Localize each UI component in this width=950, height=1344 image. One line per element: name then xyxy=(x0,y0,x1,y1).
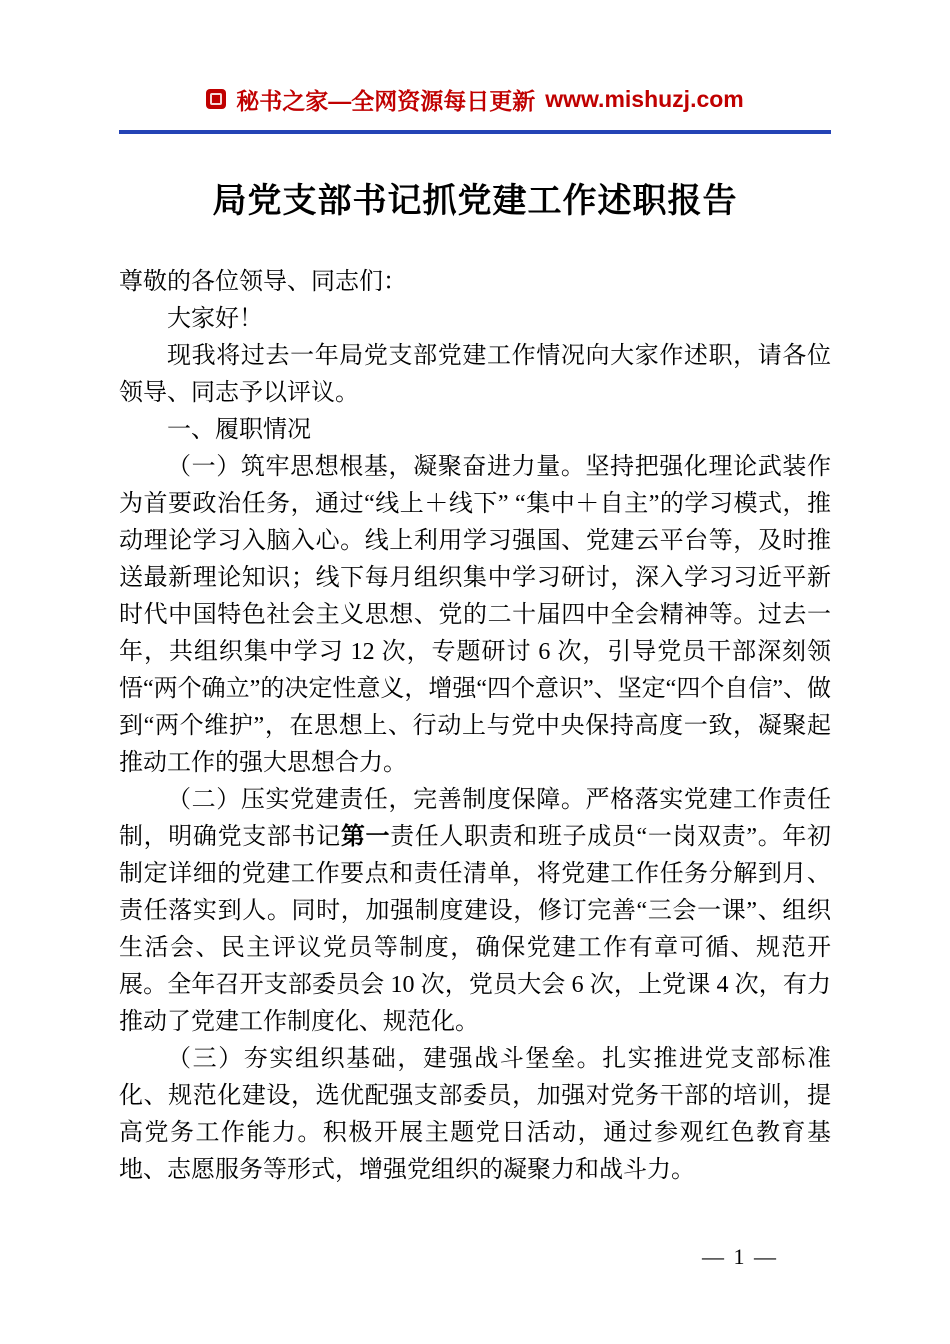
paragraph xyxy=(119,301,831,338)
bold-text-run: 第一 xyxy=(340,824,391,850)
page-number: — 1 — xyxy=(702,1244,778,1269)
document-body xyxy=(119,264,831,1189)
header-divider-rule xyxy=(119,130,831,134)
site-url-link[interactable]: www.mishuzj.com xyxy=(545,85,744,112)
site-header xyxy=(0,84,950,114)
document-title: 局党支部书记抓党建工作述职报告 xyxy=(212,183,738,220)
text-run: 责任人职责和班子成员“一岗双责”。年初制定详细的党建工作要点和责任清单，将党建工作任务分解到月、责任落实到人。同时，加强制度建设，修订完善“三会一课”、组织生活会、民主评议党员等制度，确保党建工作有章可循、规范开展。全年召开支部委员会 10 次，党员大会 6 次，上党课 4 次，有力推动了党建工作制度化、规范化。 xyxy=(119,824,832,1035)
text-run: （一）筑牢思想根基，凝聚奋进力量。坚持把强化理论武装作为首要政治任务，通过“线上＋线下” “集中＋自主”的学习模式，推动理论学习入脑入心。线上利用学习强国、党建云平台等，及时推送最新理论知识；线下每月组织集中学习研讨，深入学习习近平新时代中国特色社会主义思想、党的二十届四中全会精神等。过去一年，共组织集中学习 12 次，专题研讨 6 次，引导党员干部深刻领悟“两个确立”的决定性意义，增强“四个意识”、坚定“四个自信”、做到“两个维护”，在思想上、行动上与党中央保持高度一致，凝聚起推动工作的强大思想合力。 xyxy=(119,454,831,776)
paragraph xyxy=(119,782,831,1041)
text-run: （二）压实党建责任，完善制度保障。严格落实党建工作责任制，明确党支部书记 xyxy=(119,787,831,850)
paragraph xyxy=(119,412,831,449)
text-run: 一、履职情况 xyxy=(167,417,311,443)
paragraph xyxy=(119,449,831,782)
site-brand-text: 秘书之家—全网资源每日更新 xyxy=(236,87,536,114)
paragraph xyxy=(119,1041,831,1189)
mishuzj-logo-icon xyxy=(206,89,226,109)
text-run: （三）夯实组织基础，建强战斗堡垒。扎实推进党支部标准化、规范化建设，选优配强支部委员，加强对党务干部的培训，提高党务工作能力。积极开展主题党日活动，通过参观红色教育基地、志愿服务等形式，增强党组织的凝聚力和战斗力。 xyxy=(119,1046,831,1183)
text-run: 尊敬的各位领导、同志们： xyxy=(119,269,407,295)
paragraph xyxy=(119,264,831,301)
text-run: 大家好！ xyxy=(167,306,263,332)
paragraph xyxy=(119,338,831,412)
text-run: 现我将过去一年局党支部党建工作情况向大家作述职，请各位领导、同志予以评议。 xyxy=(119,343,831,406)
